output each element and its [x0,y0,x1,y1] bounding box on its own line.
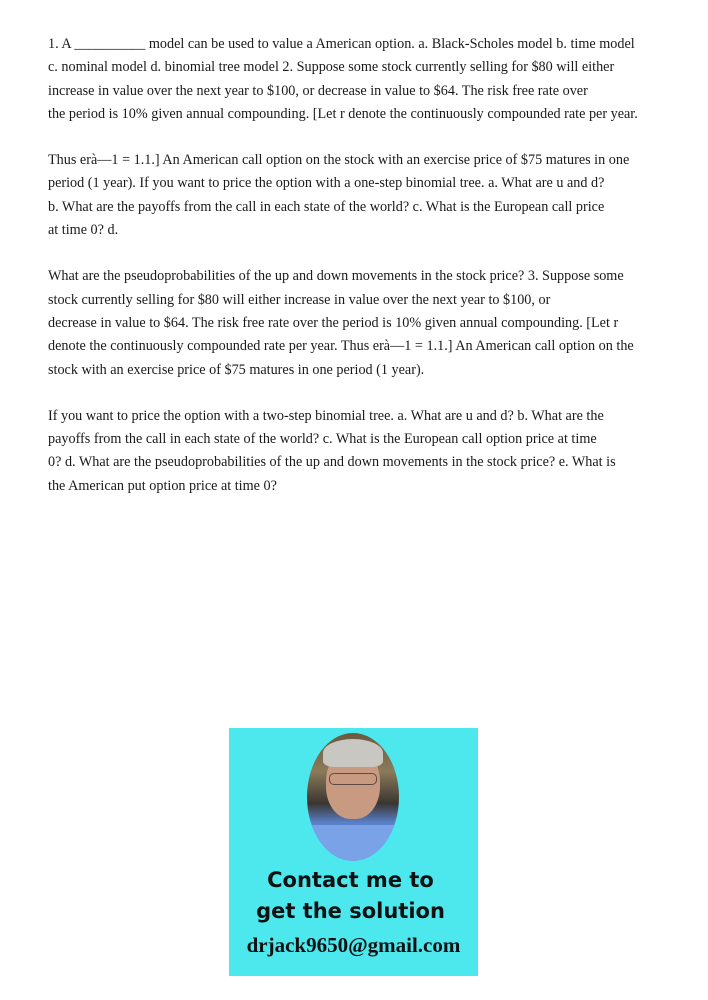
text-line: stock currently selling for $80 will either increase in value over the next year to $100, or [48,291,551,308]
paragraph-1 [48,33,658,126]
text-line: What are the pseudoprobabilities of the up and down movements in the stock price? 3. Suppose some [48,268,624,285]
text-line: 0? d. What are the pseudoprobabilities of the up and down movements in the stock price? e. What is [48,454,616,471]
text-line: increase in value over the next year to $100, or decrease in value to $64. The risk free rate over [48,82,588,99]
text-line: b. What are the payoffs from the call in each state of the world? c. What is the European call price [48,198,605,215]
text-line: If you want to price the option with a two-step binomial tree. a. What are u and d? b. What are the [48,407,604,424]
question-document [48,33,658,521]
contact-promo-banner [229,728,478,976]
text-line: c. nominal model d. binomial tree model 2. Suppose some stock currently selling for $80 will either [48,59,615,76]
text-line: Thus erà—1 = 1.1.] An American call option on the stock with an exercise price of $75 matures in one [48,152,630,169]
text-line: decrease in value to $64. The risk free rate over the period is 10% given annual compounding. [Let r [48,314,619,331]
promo-headline-line2: get the solution [256,899,445,923]
promo-headline-line1: Contact me to [267,868,434,892]
contact-email: drjack9650@gmail.com [246,933,461,957]
portrait-photo-icon [307,733,399,861]
text-line: period (1 year). If you want to price the option with a one-step binomial tree. a. What are u and d? [48,175,605,192]
text-line: stock with an exercise price of $75 matures in one period (1 year). [48,361,425,378]
paragraph-3 [48,265,658,381]
paragraph-2 [48,149,658,242]
text-line: payoffs from the call in each state of the world? c. What is the European call option price at time [48,431,597,448]
text-line: the American put option price at time 0? [48,477,277,494]
text-line: the period is 10% given annual compounding. [Let r denote the continuously compounded rate per year. [48,105,638,122]
text-line: at time 0? d. [48,222,119,239]
text-line: 1. A __________ model can be used to value a American option. a. Black-Scholes model b. time model [48,36,635,52]
paragraph-4 [48,405,658,498]
text-line: denote the continuously compounded rate per year. Thus erà—1 = 1.1.] An American call option on the [48,338,634,355]
